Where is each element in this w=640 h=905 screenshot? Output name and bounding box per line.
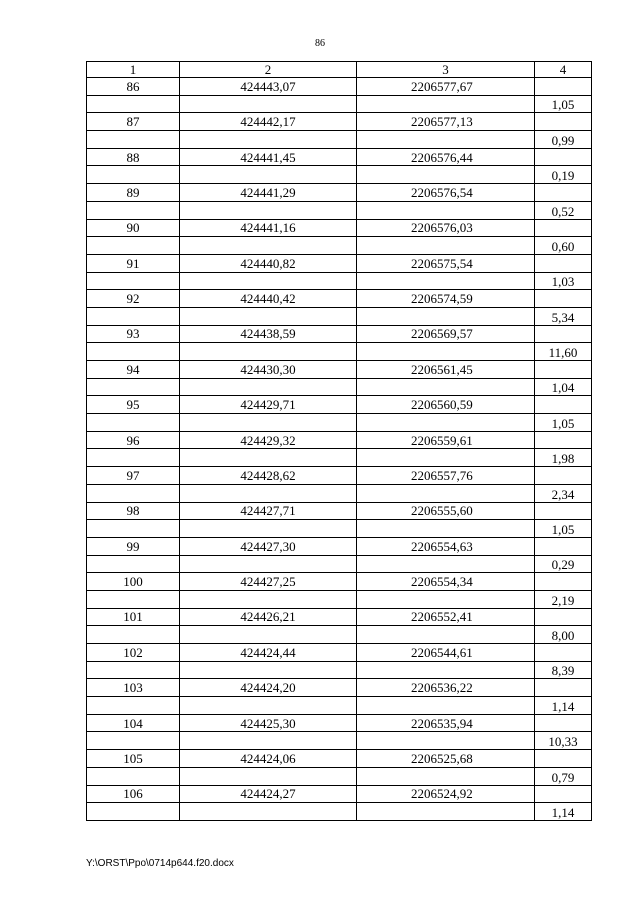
y-coordinate-cell: 2206576,54 — [357, 184, 535, 202]
point-number-cell: 104 — [87, 714, 180, 732]
table-row — [87, 590, 592, 608]
x-coordinate-cell: 424443,07 — [180, 78, 357, 96]
table-row — [87, 732, 592, 750]
table-row — [87, 325, 592, 343]
table-row — [87, 343, 592, 361]
empty-cell — [357, 697, 535, 715]
table-row — [87, 785, 592, 803]
empty-cell — [357, 732, 535, 750]
empty-cell — [535, 325, 592, 343]
empty-cell — [357, 803, 535, 821]
y-coordinate-cell: 2206525,68 — [357, 750, 535, 768]
empty-cell — [535, 290, 592, 308]
empty-cell — [87, 201, 180, 219]
table-row — [87, 697, 592, 715]
x-coordinate-cell: 424427,30 — [180, 537, 357, 555]
y-coordinate-cell: 2206554,34 — [357, 573, 535, 591]
y-coordinate-cell: 2206535,94 — [357, 714, 535, 732]
point-number-cell: 105 — [87, 750, 180, 768]
empty-cell — [535, 608, 592, 626]
table-row — [87, 113, 592, 131]
empty-cell — [87, 449, 180, 467]
empty-cell — [180, 520, 357, 538]
y-coordinate-cell: 2206560,59 — [357, 396, 535, 414]
x-coordinate-cell: 424427,71 — [180, 502, 357, 520]
table-row — [87, 378, 592, 396]
x-coordinate-cell: 424429,71 — [180, 396, 357, 414]
table-row — [87, 290, 592, 308]
empty-cell — [357, 307, 535, 325]
empty-cell — [357, 767, 535, 785]
y-coordinate-cell: 2206544,61 — [357, 644, 535, 662]
empty-cell — [180, 555, 357, 573]
x-coordinate-cell: 424427,25 — [180, 573, 357, 591]
point-number-cell: 92 — [87, 290, 180, 308]
empty-cell — [180, 697, 357, 715]
empty-cell — [357, 590, 535, 608]
empty-cell — [535, 254, 592, 272]
point-number-cell: 87 — [87, 113, 180, 131]
column-header: 3 — [357, 62, 535, 78]
x-coordinate-cell: 424424,06 — [180, 750, 357, 768]
point-number-cell: 100 — [87, 573, 180, 591]
y-coordinate-cell: 2206575,54 — [357, 254, 535, 272]
empty-cell — [87, 555, 180, 573]
empty-cell — [87, 166, 180, 184]
x-coordinate-cell: 424428,62 — [180, 467, 357, 485]
empty-cell — [87, 590, 180, 608]
empty-cell — [357, 626, 535, 644]
empty-cell — [535, 714, 592, 732]
empty-cell — [180, 272, 357, 290]
distance-cell: 2,19 — [535, 590, 592, 608]
empty-cell — [357, 555, 535, 573]
empty-cell — [87, 626, 180, 644]
distance-cell: 1,04 — [535, 378, 592, 396]
table-row — [87, 201, 592, 219]
empty-cell — [357, 484, 535, 502]
distance-cell: 1,05 — [535, 414, 592, 432]
y-coordinate-cell: 2206576,03 — [357, 219, 535, 237]
point-number-cell: 91 — [87, 254, 180, 272]
y-coordinate-cell: 2206574,59 — [357, 290, 535, 308]
point-number-cell: 88 — [87, 148, 180, 166]
table-row — [87, 803, 592, 821]
empty-cell — [535, 573, 592, 591]
empty-cell — [535, 431, 592, 449]
table-row — [87, 361, 592, 379]
empty-cell — [357, 201, 535, 219]
table-row — [87, 131, 592, 149]
empty-cell — [180, 767, 357, 785]
x-coordinate-cell: 424424,27 — [180, 785, 357, 803]
empty-cell — [87, 272, 180, 290]
table-row — [87, 272, 592, 290]
empty-cell — [357, 272, 535, 290]
point-number-cell: 103 — [87, 679, 180, 697]
table-row — [87, 555, 592, 573]
table-row — [87, 502, 592, 520]
empty-cell — [180, 661, 357, 679]
empty-cell — [357, 131, 535, 149]
file-path-footer: Y:\ORST\Ppo\0714p644.f20.docx — [86, 858, 234, 869]
y-coordinate-cell: 2206557,76 — [357, 467, 535, 485]
y-coordinate-cell: 2206552,41 — [357, 608, 535, 626]
point-number-cell: 95 — [87, 396, 180, 414]
empty-cell — [535, 78, 592, 96]
distance-cell: 0,60 — [535, 237, 592, 255]
table-row — [87, 78, 592, 96]
x-coordinate-cell: 424429,32 — [180, 431, 357, 449]
distance-cell: 11,60 — [535, 343, 592, 361]
empty-cell — [357, 378, 535, 396]
empty-cell — [535, 502, 592, 520]
empty-cell — [87, 237, 180, 255]
empty-cell — [87, 307, 180, 325]
table-row — [87, 750, 592, 768]
empty-cell — [87, 732, 180, 750]
distance-cell: 0,29 — [535, 555, 592, 573]
distance-cell: 1,14 — [535, 697, 592, 715]
empty-cell — [357, 166, 535, 184]
distance-cell: 1,03 — [535, 272, 592, 290]
point-number-cell: 101 — [87, 608, 180, 626]
y-coordinate-cell: 2206577,13 — [357, 113, 535, 131]
empty-cell — [357, 520, 535, 538]
distance-cell: 0,99 — [535, 131, 592, 149]
table-row — [87, 148, 592, 166]
distance-cell: 1,05 — [535, 520, 592, 538]
distance-cell: 5,34 — [535, 307, 592, 325]
empty-cell — [357, 343, 535, 361]
x-coordinate-cell: 424425,30 — [180, 714, 357, 732]
empty-cell — [180, 166, 357, 184]
empty-cell — [357, 414, 535, 432]
table-row — [87, 679, 592, 697]
table-row — [87, 449, 592, 467]
empty-cell — [87, 95, 180, 113]
point-number-cell: 99 — [87, 537, 180, 555]
y-coordinate-cell: 2206555,60 — [357, 502, 535, 520]
table-row — [87, 520, 592, 538]
empty-cell — [180, 378, 357, 396]
distance-cell: 1,98 — [535, 449, 592, 467]
empty-cell — [87, 414, 180, 432]
table-row — [87, 714, 592, 732]
distance-cell: 0,52 — [535, 201, 592, 219]
y-coordinate-cell: 2206536,22 — [357, 679, 535, 697]
empty-cell — [357, 449, 535, 467]
point-number-cell: 94 — [87, 361, 180, 379]
column-header: 2 — [180, 62, 357, 78]
empty-cell — [535, 113, 592, 131]
page-number: 86 — [315, 38, 325, 49]
table-row — [87, 414, 592, 432]
empty-cell — [535, 644, 592, 662]
table-row — [87, 219, 592, 237]
table-row — [87, 644, 592, 662]
empty-cell — [535, 537, 592, 555]
x-coordinate-cell: 424441,16 — [180, 219, 357, 237]
table-row — [87, 95, 592, 113]
y-coordinate-cell: 2206554,63 — [357, 537, 535, 555]
table-body — [87, 78, 592, 821]
table-row — [87, 166, 592, 184]
empty-cell — [535, 785, 592, 803]
table-row — [87, 396, 592, 414]
distance-cell: 0,79 — [535, 767, 592, 785]
empty-cell — [535, 679, 592, 697]
point-number-cell: 89 — [87, 184, 180, 202]
empty-cell — [87, 520, 180, 538]
empty-cell — [180, 626, 357, 644]
x-coordinate-cell: 424426,21 — [180, 608, 357, 626]
empty-cell — [535, 750, 592, 768]
table-row — [87, 661, 592, 679]
x-coordinate-cell: 424441,29 — [180, 184, 357, 202]
empty-cell — [180, 237, 357, 255]
point-number-cell: 102 — [87, 644, 180, 662]
empty-cell — [535, 361, 592, 379]
empty-cell — [535, 467, 592, 485]
distance-cell: 1,14 — [535, 803, 592, 821]
y-coordinate-cell: 2206569,57 — [357, 325, 535, 343]
y-coordinate-cell: 2206559,61 — [357, 431, 535, 449]
distance-cell: 8,39 — [535, 661, 592, 679]
point-number-cell: 98 — [87, 502, 180, 520]
point-number-cell: 97 — [87, 467, 180, 485]
empty-cell — [87, 484, 180, 502]
table-header-row — [87, 62, 592, 78]
column-header: 1 — [87, 62, 180, 78]
point-number-cell: 90 — [87, 219, 180, 237]
y-coordinate-cell: 2206576,44 — [357, 148, 535, 166]
empty-cell — [535, 184, 592, 202]
table-row — [87, 467, 592, 485]
empty-cell — [535, 219, 592, 237]
x-coordinate-cell: 424424,44 — [180, 644, 357, 662]
table-row — [87, 184, 592, 202]
x-coordinate-cell: 424441,45 — [180, 148, 357, 166]
distance-cell: 10,33 — [535, 732, 592, 750]
table-row — [87, 537, 592, 555]
point-number-cell: 106 — [87, 785, 180, 803]
table-row — [87, 484, 592, 502]
empty-cell — [87, 767, 180, 785]
empty-cell — [180, 343, 357, 361]
column-header: 4 — [535, 62, 592, 78]
table-row — [87, 767, 592, 785]
empty-cell — [357, 95, 535, 113]
x-coordinate-cell: 424438,59 — [180, 325, 357, 343]
empty-cell — [180, 131, 357, 149]
y-coordinate-cell: 2206561,45 — [357, 361, 535, 379]
empty-cell — [87, 378, 180, 396]
empty-cell — [535, 396, 592, 414]
table-row — [87, 626, 592, 644]
y-coordinate-cell: 2206524,92 — [357, 785, 535, 803]
empty-cell — [180, 449, 357, 467]
x-coordinate-cell: 424442,17 — [180, 113, 357, 131]
empty-cell — [180, 95, 357, 113]
coordinates-table — [86, 61, 592, 821]
table-row — [87, 573, 592, 591]
empty-cell — [357, 661, 535, 679]
empty-cell — [180, 484, 357, 502]
distance-cell: 0,19 — [535, 166, 592, 184]
point-number-cell: 96 — [87, 431, 180, 449]
point-number-cell: 86 — [87, 78, 180, 96]
empty-cell — [87, 343, 180, 361]
table-row — [87, 431, 592, 449]
table-row — [87, 307, 592, 325]
table-row — [87, 608, 592, 626]
x-coordinate-cell: 424440,82 — [180, 254, 357, 272]
point-number-cell: 93 — [87, 325, 180, 343]
table-row — [87, 254, 592, 272]
y-coordinate-cell: 2206577,67 — [357, 78, 535, 96]
empty-cell — [357, 237, 535, 255]
empty-cell — [87, 131, 180, 149]
empty-cell — [180, 590, 357, 608]
x-coordinate-cell: 424424,20 — [180, 679, 357, 697]
empty-cell — [87, 697, 180, 715]
empty-cell — [180, 307, 357, 325]
empty-cell — [535, 148, 592, 166]
distance-cell: 8,00 — [535, 626, 592, 644]
distance-cell: 1,05 — [535, 95, 592, 113]
empty-cell — [87, 803, 180, 821]
distance-cell: 2,34 — [535, 484, 592, 502]
empty-cell — [180, 414, 357, 432]
x-coordinate-cell: 424430,30 — [180, 361, 357, 379]
empty-cell — [180, 201, 357, 219]
table-row — [87, 237, 592, 255]
x-coordinate-cell: 424440,42 — [180, 290, 357, 308]
empty-cell — [180, 732, 357, 750]
empty-cell — [180, 803, 357, 821]
empty-cell — [87, 661, 180, 679]
